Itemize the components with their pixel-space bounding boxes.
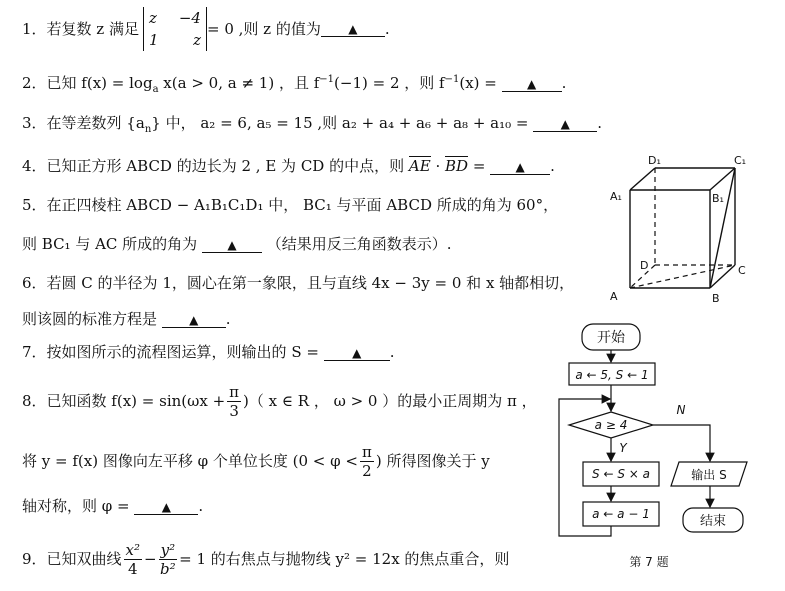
label-a1: A₁ [610,190,622,203]
arrow-no [653,425,710,461]
label-b: B [712,292,720,305]
q1-answer-blank[interactable] [321,22,385,37]
output-label: 输出 S [691,468,727,482]
edge-d1a1 [630,168,655,190]
frac-den: b² [160,559,176,578]
frac-den: 4 [128,559,138,578]
q5-answer-blank[interactable] [202,238,262,253]
question-8-line-2 [22,440,490,482]
question-9 [22,537,509,581]
q8-answer-blank[interactable] [134,500,198,515]
q6-line2a: 则该圆的标准方程是 [22,310,158,328]
q7-text-a: 7．按如图所示的流程图运算，则输出的 S = [22,343,319,361]
q9-text-a: 9．已知双曲线 [22,550,122,568]
figure-caption: 第 7 题 [629,555,669,569]
mult-label: S ← S × a [592,467,650,481]
q2-sub: a [152,84,159,95]
label-d1: D₁ [648,154,661,167]
det-r2c2: z [193,31,201,49]
q2-text-c: (−1) = 2 ，则 f [334,74,445,92]
triangle-icon: ▲ [227,238,237,252]
triangle-icon: ▲ [560,117,570,131]
q2-text-a: 2．已知 f(x) = log [22,74,153,92]
q4-text-b: = [468,157,486,175]
q5-line2a: 则 BC₁ 与 AC 所成的角为 [22,235,198,253]
no-label: N [676,403,686,417]
q1-determinant [143,7,207,51]
q8-line1b: )（ x ∈ R ， ω > 0 ）的最小正周期为 π ， [243,392,537,410]
q2-sup1: −1 [319,74,335,85]
q3-answer-blank[interactable] [533,117,597,132]
prism-figure [600,150,765,310]
triangle-icon: ▲ [161,500,171,514]
question-2 [22,70,566,100]
question-7 [22,342,395,362]
label-c: C [738,264,746,277]
triangle-icon: ▲ [527,77,537,91]
q8-line3b: . [198,497,204,515]
q3-sub: n [144,124,152,135]
frac-num: π [229,382,240,401]
q2-text-d: (x) = [459,74,497,92]
q5-line2b: （结果用反三角函数表示）. [266,235,452,253]
q9-fraction-x2-4 [124,541,142,578]
q4-vector-bd: BD [444,157,469,175]
frac-den: 2 [362,461,372,480]
label-a: A [610,290,618,303]
q2-period: . [561,74,567,92]
q4-answer-blank[interactable] [490,160,550,175]
yes-label: Y [619,441,627,455]
q8-fraction-pi-3 [227,383,241,420]
det-r1c1: z [148,9,157,27]
frac-den: 3 [229,401,239,420]
question-5-line-2 [22,234,452,254]
dec-label: a ← a − 1 [592,507,650,521]
q9-fraction-y2-b2 [159,541,178,578]
question-6-line-2 [22,309,231,329]
q8-line2b: ) 所得图像关于 y [375,452,490,470]
triangle-icon: ▲ [189,313,199,327]
q9-minus: − [144,550,157,568]
frac-num: π [361,442,372,461]
q2-text-b: x(a > 0, a ≠ 1) ，且 f [158,74,320,92]
label-c1: C₁ [734,154,747,167]
label-d: D [640,259,649,272]
q7-answer-blank[interactable] [324,346,390,361]
triangle-icon: ▲ [352,346,362,360]
q6-line2b: . [225,310,231,328]
end-label: 结束 [699,514,727,529]
q4-text-a: 4．已知正方形 ABCD 的边长为 2 , E 为 CD 的中点，则 [22,157,409,175]
question-1 [22,8,390,50]
q5-line1: 5．在正四棱柱 ABCD − A₁B₁C₁D₁ 中， BC₁ 与平面 ABCD 所成的角为 60°， [22,196,559,214]
cond-label: a ≥ 4 [594,418,628,432]
triangle-icon: ▲ [348,21,358,36]
q8-fraction-pi-2 [360,443,374,480]
q4-dot: · [430,157,445,175]
q4-period: . [550,157,555,175]
q4-vector-ae: AE [408,157,431,175]
q8-line1a: 8．已知函数 f(x) = sin(ωx + [22,392,226,410]
init-label: a ← 5, S ← 1 [575,368,649,382]
q3-text-a: 3．在等差数列 {a [22,114,145,132]
q6-answer-blank[interactable] [162,313,226,328]
q2-answer-blank[interactable] [502,77,562,92]
q3-period: . [597,114,603,132]
q9-text-b: = 1 的右焦点与抛物线 y² = 12x 的焦点重合，则 [179,550,510,568]
question-8-line-1 [22,380,537,422]
frac-num: y² [160,540,176,559]
question-6-line-1 [22,273,574,293]
question-8-line-3 [22,496,203,516]
det-r2c1: 1 [148,31,159,49]
q7-period: . [389,343,395,361]
question-5-line-1 [22,195,558,215]
question-4 [22,156,555,176]
q6-line1: 6．若圆 C 的半径为 1，圆心在第一象限，且与直线 4x − 3y = 0 和 x 轴都相切， [22,274,575,292]
q2-sup2: −1 [444,74,460,85]
start-label: 开始 [597,330,625,346]
q3-text-b: } 中， a₂ = 6, a₅ = 15 ,则 a₂ + a₄ + a₆ + a₈ + a₁₀ = [151,114,529,132]
q1-text-a: 1．若复数 z 满足 [22,20,139,38]
q1-text-b: = 0 ,则 z 的值为 [206,20,321,38]
q8-line3a: 轴对称，则 φ = [22,497,130,515]
triangle-icon: ▲ [515,160,525,174]
q8-line2a: 将 y = f(x) 图像向左平移 φ 个单位长度 (0 < φ < [22,452,358,470]
question-3 [22,113,602,140]
flowchart [555,318,785,573]
q1-period: . [384,20,390,38]
frac-num: x² [125,540,141,559]
label-b1: B₁ [712,192,724,205]
det-r1c2: −4 [178,9,201,27]
